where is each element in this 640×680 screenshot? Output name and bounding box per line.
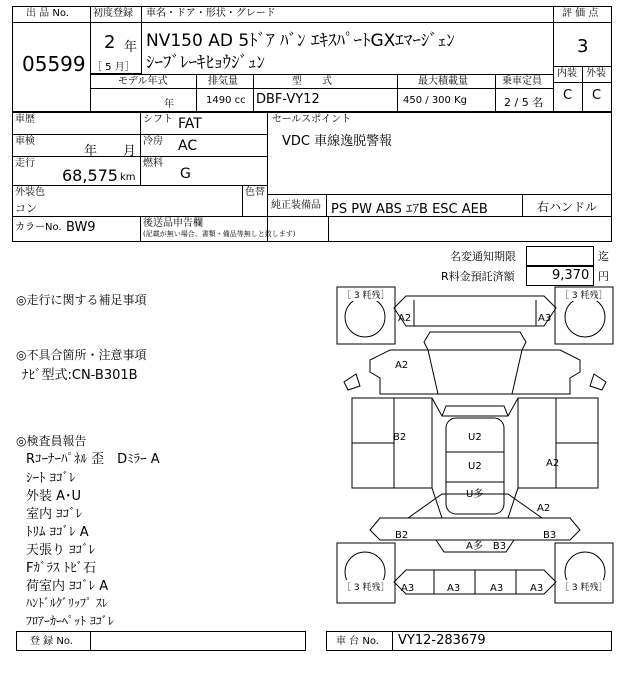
registration-label: 初度登録 [93,8,133,19]
score-label: 評 価 点 [562,8,599,19]
inspection-label: 車検 [15,136,35,147]
color-number-value: BW9 [66,220,96,235]
front-right-tire-icon [565,297,605,337]
defect-line: ﾅﾋﾞ型式:CN-B301B [22,368,138,383]
chassis-number-value: VY12-283679 [398,633,486,648]
registration-year: 2 [104,32,116,53]
max-load: 450 / 300 Kg [403,95,467,106]
damage-mark: B2 [395,530,409,541]
inspector-line: Fｶﾞﾗｽ ﾄﾋﾞ石 [26,561,97,576]
vehicle-name-line2: ｼｰﾌﾞﾚｰｷﾋｮｳｼﾞｭﾝ [146,53,265,73]
inspection-value: 年 月 [84,144,137,159]
damage-mark: A3 [447,583,461,594]
name-change-deadline-unit: 迄 [598,250,609,263]
displacement: 1490 cc [206,95,246,106]
sales-point-label: セールスポイント [272,114,352,125]
registration-month: ［ 5 月］ [92,62,135,73]
steering-side: 右ハンドル [537,200,598,214]
vehicle-damage-diagram [336,286,614,606]
interior-grade: C [563,88,573,103]
damage-mark: A3 [401,583,415,594]
damage-mark: U多 [466,489,484,500]
model-year-label: モデル年式 [118,76,168,87]
damage-mark: A3 [490,583,504,594]
lot-label: 出 品 No. [26,8,69,19]
mileage-unit: km [120,172,136,183]
model-type: DBF-VY12 [256,92,320,107]
mileage-value: 68,575 [62,166,118,185]
load-label: 最大積載量 [418,76,468,87]
color-number-label: カラーNo. [15,222,62,233]
damage-mark: A3 [530,583,544,594]
cooling-value: AC [178,138,198,154]
type-label: 型 式 [292,76,332,87]
shift-value: FAT [178,116,202,132]
damage-mark: A2 [398,313,412,324]
tire-tread-front-right: ［ 3 粍残］ [558,288,609,301]
color-change-label: 色替 [245,187,265,198]
passenger-capacity: 2 / 5 名 [504,96,544,109]
inspector-line: ﾌﾛｱｰｶｰﾍﾟｯﾄ ﾖｺﾞﾚ [26,614,114,628]
tire-tread-rear-right: ［ 3 粍残］ [558,580,609,593]
name-change-deadline-label: 名変通知期限 [450,250,516,263]
equipment-label: 純正装備品 [271,200,321,211]
chassis-number-label: 車 台 No. [336,636,379,647]
damage-mark: A2 [537,503,551,514]
inspector-report-title: ◎検査員報告 [16,434,87,448]
damage-mark: B3 [543,530,557,541]
inspector-line: 荷室内 ﾖｺﾞﾚ A [26,579,109,594]
inspector-line: ﾊﾝﾄﾞﾙｸﾞﾘｯﾌﾟ ｽﾚ [26,596,108,610]
vehicle-name-line1: NV150 AD 5ﾄﾞｱ ﾊﾞﾝ ｴｷｽﾊﾟｰﾄGXｴﾏｰｼﾞｪﾝ [146,31,455,51]
damage-mark: A多 B3 [466,541,507,552]
defect-remarks-title: ◎不具合箇所・注意事項 [16,348,147,362]
documents-label: 後送品申告欄 [143,218,203,229]
tire-tread-front-left: ［ 3 粍残］ [340,288,391,301]
exterior-color-value: コン [15,202,37,215]
damage-mark: U2 [468,432,482,443]
sales-point-value: VDC 車線逸脱警報 [282,134,393,149]
exterior-grade: C [592,88,602,103]
fuel-label: 燃料 [143,158,163,169]
registration-number-label: 登 録 No. [30,636,73,647]
cc-label: 排気量 [208,76,238,87]
registration-year-unit: 年 [124,40,138,55]
cooling-label: 冷房 [143,136,163,147]
inspector-line: ｼｰﾄ ﾖｺﾞﾚ [26,471,76,486]
tire-tread-rear-left: ［ 3 粍残］ [340,580,391,593]
mileage-label: 走行 [15,158,35,169]
history-label: 車歴 [15,114,35,125]
exterior-label: 外装 [586,68,606,79]
inspector-line: ﾄﾘﾑ ﾖｺﾞﾚ A [26,525,89,540]
inspector-line: 外装 A･U [26,489,82,504]
damage-mark: U2 [468,461,482,472]
damage-mark: A3 [538,313,552,324]
name-change-deadline-box [526,246,594,266]
vehicle-name-label: 車名・ドア・形状・グレード [146,8,276,19]
inspector-line: 室内 ﾖｺﾞﾚ [26,507,83,522]
shift-label: シフト [143,114,173,125]
recycle-fee-unit: 円 [598,270,609,283]
recycle-fee-value: 9,370 [552,268,590,283]
interior-label: 内装 [557,68,577,79]
inspector-line: 天張り ﾖｺﾞﾚ [26,543,96,558]
inspector-line: Rｺｰﾅｰﾊﾟﾈﾙ 歪 Dﾐﾗｰ A [26,452,160,467]
lot-number: 05599 [22,52,86,76]
fuel-value: G [180,166,191,182]
model-year-unit: 年 [164,99,174,110]
documents-note: (記載が無い場合、書類・備品等無しと致します) [143,230,296,238]
exterior-color-label: 外装色 [15,187,45,198]
drive-remarks-title: ◎走行に関する補足事項 [16,293,147,307]
damage-mark: A2 [395,360,409,371]
equipment-value: PS PW ABS ｴｱB ESC AEB [331,202,488,217]
recycle-fee-label: R料金預託済額 [441,270,515,283]
front-left-tire-icon [345,297,385,337]
damage-mark: B2 [393,432,407,443]
capacity-label: 乗車定員 [502,76,542,87]
score-value: 3 [577,36,589,57]
damage-mark: A2 [546,458,560,469]
